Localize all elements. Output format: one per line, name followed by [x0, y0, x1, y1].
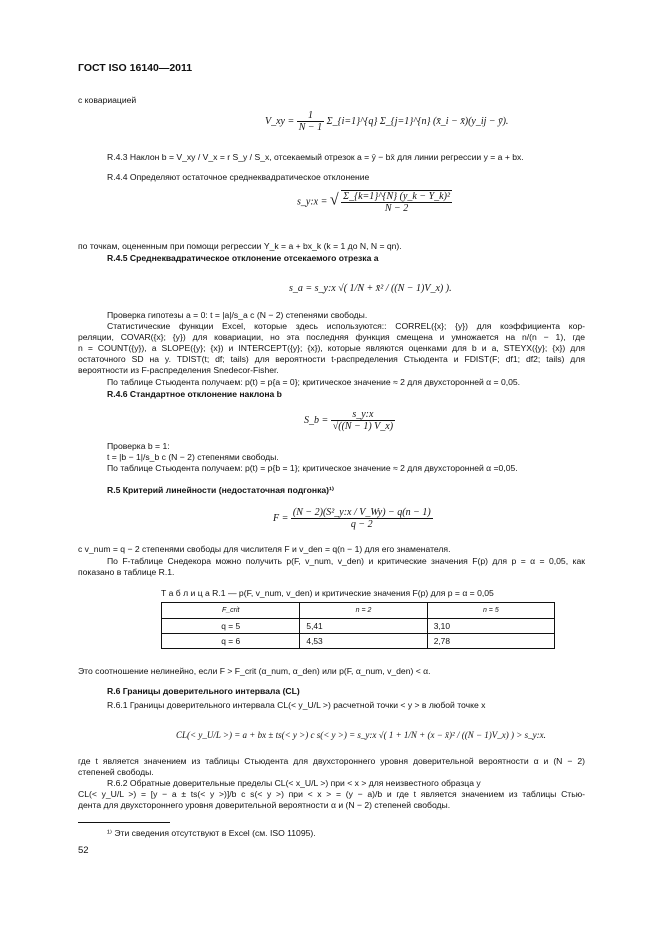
- table-cell: q = 5: [162, 619, 300, 634]
- table-cell: 3,10: [427, 619, 554, 634]
- text-line: t = |b − 1|/s_b с (N − 2) степенями свободы.: [107, 452, 279, 462]
- text-line: реляции, COVAR({x}; {y}) для ковариации, но эта последняя функция смещена и умножается на n/(n − 1), где: [78, 332, 585, 342]
- text-line: R.4.4 Определяют остаточное среднеквадратическое отклонение: [107, 172, 370, 182]
- text-line: степеней свободы.: [78, 767, 154, 777]
- table-cell: 5,41: [300, 619, 427, 634]
- section-heading: R.4.6 Стандартное отклонение наклона b: [107, 389, 282, 399]
- table-cell: 2,78: [427, 634, 554, 649]
- text-line: n = COUNT({y}), а SLOPE({y}; {x}) и INTERCEPT({y}; {x}), которые являются оценками для b и a, STEYX({y}; {x}) для: [78, 343, 585, 353]
- section-heading: R.5 Критерий линейности (недостаточная подгонка)¹⁾: [107, 485, 334, 495]
- document-header: ГОСТ ISO 16140—2011: [78, 62, 193, 74]
- text-line: R.6.1 Границы доверительного интервала CL(< y_U/L >) расчетной точки < y > в любой точке x: [107, 700, 486, 710]
- text-line: Это соотношение нелинейно, если F > F_crit (α_num, α_den) или p(F, α_num, v_den) < α.: [78, 666, 431, 676]
- table-header-cell: n = 5: [427, 603, 554, 619]
- text-line: CL(< y_U/L >) = [y − a ± ts(< y >)]/b с s(< y >) при < x > = (y − a)/b и где t является значением из таблицы Стью-: [78, 789, 585, 799]
- page-number: 52: [78, 845, 89, 856]
- text-line: вероятности из F-распределения Snedecor-Fisher.: [78, 365, 279, 375]
- section-heading: R.6 Границы доверительного интервала (CL): [107, 686, 300, 696]
- text-line: дента для двухстороннего уровня доверительной вероятности α и (N − 2) степеней свободы.: [78, 800, 451, 810]
- text-line: Проверка b = 1:: [107, 441, 170, 451]
- formula-sb: S_b = $\frac{s\_y:x}{√((N - 1) V\_x)}$: [304, 409, 394, 432]
- text-line: По таблице Стьюдента получаем: p(t) = p{b = 1}; критическое значение ≈ 2 для двухсторонней α =0,05.: [107, 463, 518, 473]
- table-cell: q = 6: [162, 634, 300, 649]
- formula-cl: CL(< y_U/L >) = a + bx ± ts(< y >) с s(< y >) = s_y:x √( 1 + 1/N + (x − x̄)² / ((N − 1)V_x) ) > s_y:x.: [176, 730, 546, 740]
- formula-syx: s_y:x = √ $\frac{\text{Σ\_\{k=1\}\textasciicircum{}\{N\} (y\_k − Y\_k)²}}{N - 2}$: [297, 191, 450, 214]
- text-line: R.6.2 Обратные доверительные пределы CL(< x_U/L >) при < x > для неизвестного образца y: [107, 778, 481, 788]
- text-line: R.4.3 Наклон b = V_xy / V_x = r S_y / S_x, отсекаемый отрезок a = ȳ − bx̄ для линии регрессии y = a + bx.: [107, 152, 524, 162]
- text-line: по точкам, оцененным при помощи регрессии Y_k = a + bx_k (k = 1 до N, N = qn).: [78, 241, 402, 251]
- formula-sa: s_a = s_y:x √( 1/N + x̄² / ((N − 1)V_x) ).: [289, 283, 452, 294]
- text-line: остаточного SD на y. TDIST(t; df; tails) для вероятности t-распределения Стьюдента и FDIST(F; df1; df2; tails) для: [78, 354, 585, 364]
- footnote-rule: [78, 822, 170, 823]
- formula-f: F = $\frac{\text{(N − 2)(S²\_y:x / V\_Wy) − q(n − 1)}}{q - 2}$: [273, 507, 431, 530]
- footnote: ¹⁾ Эти сведения отсутствуют в Excel (см. ISO 11095).: [107, 828, 316, 838]
- table-row: [162, 634, 555, 649]
- text-line: с v_num = q − 2 степенями свободы для числителя F и v_den = q(n − 1) для его знаменателя.: [78, 544, 451, 554]
- table-header-row: [162, 603, 555, 619]
- table-r1: [161, 602, 555, 649]
- formula-vxy: V_xy = $\frac{1}{N - 1}$ Σ_{i=1}^{q} Σ_{j=1}^{n} (x̄_i − x̄)(y_ij − ȳ).: [265, 110, 509, 133]
- table-cell: 4,53: [300, 634, 427, 649]
- table-caption: Т а б л и ц а R.1 — p(F, v_num, v_den) и критические значения F(p) для p = α = 0,05: [161, 588, 494, 598]
- table-header-cell: n = 2: [300, 603, 427, 619]
- text-line: с ковариацией: [78, 95, 137, 105]
- table-row: [162, 619, 555, 634]
- text-line: где t является значением из таблицы Стьюдента для двухстороннего уровня доверительной вероятности α и (N − 2): [78, 756, 585, 766]
- text-line: Статистические функции Excel, которые здесь используются:: CORREL({x}; {y}) для коэффициента кор-: [107, 321, 585, 331]
- text-line: По F-таблице Снедекора можно получить p(F, v_num, v_den) и критические значения F(p) для p = α = 0,05, как: [107, 556, 585, 566]
- section-heading: R.4.5 Среднеквадратическое отклонение отсекаемого отрезка a: [107, 253, 379, 263]
- text-line: показано в таблице R.1.: [78, 567, 175, 577]
- text-line: По таблице Стьюдента получаем: p(t) = p{a = 0}; критическое значение ≈ 2 для двухсторонней α = 0,05.: [107, 377, 521, 387]
- table-header-cell: F_crit: [162, 603, 300, 619]
- text-line: Проверка гипотезы a = 0: t = |a|/s_a с (N − 2) степенями свободы.: [107, 310, 368, 320]
